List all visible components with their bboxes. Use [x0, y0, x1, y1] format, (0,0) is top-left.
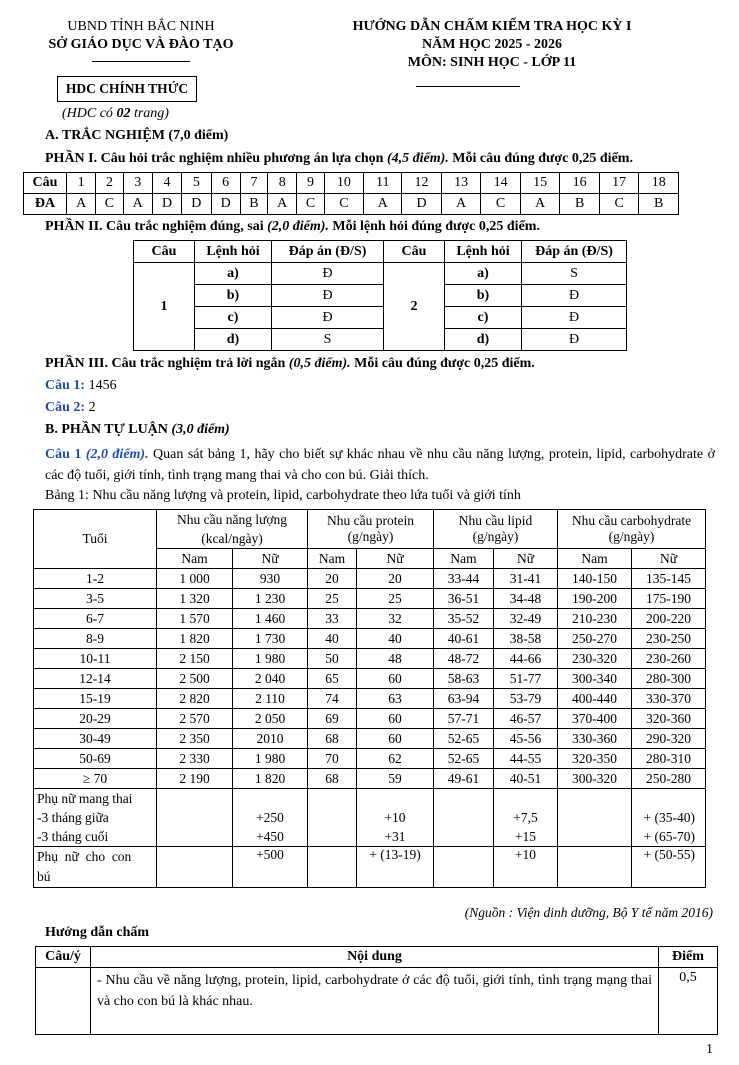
pages-note-pre: (HDC có	[62, 106, 117, 121]
mc-question-row	[24, 173, 679, 194]
value-cell: 45-56	[494, 729, 558, 749]
value-cell: 59	[357, 769, 434, 789]
nutrition-table	[33, 509, 706, 888]
value-cell: 62	[357, 749, 434, 769]
lipid-header-l2: (g/ngày)	[472, 529, 519, 544]
value-cell: 20	[357, 569, 434, 589]
official-box: HDC CHÍNH THỨC	[57, 76, 197, 102]
value-cell: 35-52	[434, 609, 494, 629]
value-cell: 1 230	[233, 589, 308, 609]
empty-cell	[434, 789, 494, 847]
male-header: Nam	[308, 549, 357, 569]
value-cell: 190-200	[558, 589, 632, 609]
age-cell: 8-9	[34, 629, 157, 649]
tf-h-dapan1: Đáp án (Đ/S)	[272, 241, 384, 263]
mc-q-cell: 10	[324, 173, 364, 194]
value-cell: 60	[357, 669, 434, 689]
mc-q-cell: 1	[67, 173, 96, 194]
empty-cell	[308, 789, 357, 847]
value-cell: 2010	[233, 729, 308, 749]
mc-q-cell: 11	[364, 173, 402, 194]
mc-q-cell: 9	[297, 173, 324, 194]
value-cell: 48-72	[434, 649, 494, 669]
grading-content: - Nhu cầu về năng lượng, protein, lipid, carbohydrate ở các độ tuổi, giới tính, tình trạng mạng thai và cho con bú là khác nhau.	[91, 968, 659, 1035]
nutrition-row	[34, 729, 706, 749]
grading-h-question: Câu/ý	[36, 947, 91, 968]
mc-a-cell: C	[96, 194, 123, 215]
tf-row	[134, 329, 627, 351]
tf-answer: S	[522, 263, 627, 285]
part3-heading	[45, 356, 535, 372]
tf-answer: Đ	[522, 307, 627, 329]
grading-points: 0,5	[659, 968, 718, 1035]
part1-italic: (4,5 điểm).	[386, 151, 449, 166]
value-cell: 49-61	[434, 769, 494, 789]
mc-q-cell: 7	[240, 173, 267, 194]
tf-item: b)	[445, 285, 522, 307]
mc-a-cell: C	[297, 194, 324, 215]
lactating-label-2: bú	[37, 869, 51, 884]
value-cell: 65	[308, 669, 357, 689]
empty-cell	[308, 847, 357, 888]
tf-answer: Đ	[272, 307, 384, 329]
value-cell: 300-320	[558, 769, 632, 789]
tf-answer-table	[133, 240, 627, 351]
essay-q1-text: Quan sát bảng 1, hãy cho biết sự khác nhau về nhu cầu năng lượng, protein, lipid, carbohydrate ở các độ tuổi, giới tính, tình trạng mang thai và cho con bú. Giải thích.	[45, 447, 715, 483]
value-cell: 2 110	[233, 689, 308, 709]
value-cell: 330-370	[632, 689, 706, 709]
part2-heading	[45, 219, 540, 235]
pregnant-lipid-late: +15	[514, 829, 537, 844]
header-left-underline	[92, 61, 190, 62]
value-cell: 1 820	[157, 629, 233, 649]
value-cell: 53-79	[494, 689, 558, 709]
province-name: UBND TỈNH BẮC NINH	[67, 19, 215, 34]
value-cell: 36-51	[434, 589, 494, 609]
age-cell: 30-49	[34, 729, 157, 749]
tf-h-cau2: Câu	[384, 241, 445, 263]
tf-h-lenh2: Lệnh hỏi	[445, 241, 522, 263]
mc-q-cell: 17	[599, 173, 639, 194]
pregnant-label-1: Phụ nữ mang thai	[37, 791, 133, 806]
section-b-bold: B. PHẦN TỰ LUẬN	[45, 422, 172, 437]
pregnant-label	[34, 789, 157, 847]
part2-tail: Mỗi lệnh hỏi đúng được 0,25 điểm.	[328, 219, 540, 234]
mc-q-cell: 4	[152, 173, 181, 194]
value-cell: 68	[308, 769, 357, 789]
lactating-label-1: Phụ nữ cho con	[37, 849, 132, 864]
pregnant-energy	[233, 789, 308, 847]
mc-a-cell: D	[182, 194, 211, 215]
pregnant-carb-late: + (65-70)	[643, 829, 695, 844]
header-right	[292, 19, 692, 71]
value-cell: 280-310	[632, 749, 706, 769]
value-cell: 31-41	[494, 569, 558, 589]
value-cell: 52-65	[434, 729, 494, 749]
pregnant-energy-mid: +250	[256, 810, 284, 825]
value-cell: 33-44	[434, 569, 494, 589]
female-header: Nữ	[494, 549, 558, 569]
value-cell: 50	[308, 649, 357, 669]
short-answer-value: 1456	[85, 378, 117, 393]
pregnant-lipid	[494, 789, 558, 847]
age-cell: 20-29	[34, 709, 157, 729]
carb-header-l1: Nhu cầu carbohydrate	[571, 513, 692, 528]
guide-title: Hướng dẫn chấm	[45, 925, 150, 940]
tf-h-dapan2: Đáp án (Đ/S)	[522, 241, 627, 263]
department-name: SỞ GIÁO DỤC VÀ ĐÀO TẠO	[48, 37, 234, 52]
nutrition-row	[34, 669, 706, 689]
nutrition-row	[34, 709, 706, 729]
section-b-title	[45, 422, 230, 438]
mc-answer-table	[23, 172, 679, 215]
male-header: Nam	[434, 549, 494, 569]
value-cell: 1 000	[157, 569, 233, 589]
pages-note-post: trang)	[130, 106, 169, 121]
value-cell: 230-320	[558, 649, 632, 669]
pregnant-protein	[357, 789, 434, 847]
mc-a-cell: D	[211, 194, 240, 215]
tf-answer: Đ	[272, 263, 384, 285]
part2-bold: PHẦN II. Câu trắc nghiệm đúng, sai	[45, 219, 268, 234]
value-cell: 60	[357, 729, 434, 749]
mc-a-cell: A	[67, 194, 96, 215]
tf-header-row	[134, 241, 627, 263]
value-cell: 2 050	[233, 709, 308, 729]
lactating-protein: + (13-19)	[357, 847, 434, 888]
age-cell: 15-19	[34, 689, 157, 709]
mc-a-cell: C	[324, 194, 364, 215]
value-cell: 52-65	[434, 749, 494, 769]
mc-a-cell: A	[268, 194, 297, 215]
pregnant-label-3: -3 tháng cuối	[37, 829, 109, 844]
mc-a-cell: D	[152, 194, 181, 215]
tf-row	[134, 263, 627, 285]
pregnant-protein-mid: +10	[384, 810, 406, 825]
mc-q-cell: 8	[268, 173, 297, 194]
table-caption: Bảng 1: Nhu cầu năng lượng và protein, lipid, carbohydrate theo lứa tuổi và giới tính	[45, 488, 521, 503]
carb-header	[558, 510, 706, 549]
header-left	[22, 19, 260, 53]
nutrition-body	[34, 569, 706, 789]
tf-row	[134, 285, 627, 307]
part1-heading	[45, 151, 633, 167]
nutrition-row	[34, 629, 706, 649]
grading-row	[36, 968, 718, 1035]
value-cell: 57-71	[434, 709, 494, 729]
protein-header	[308, 510, 434, 549]
part3-italic: (0,5 điểm).	[288, 356, 351, 371]
doc-title: HƯỚNG DẪN CHẤM KIỂM TRA HỌC KỲ I	[352, 19, 632, 34]
protein-header-l2: (g/ngày)	[347, 529, 394, 544]
short-answer-value: 2	[85, 400, 96, 415]
empty-cell	[434, 847, 494, 888]
tf-q1: 1	[134, 263, 195, 351]
lactating-lipid: +10	[494, 847, 558, 888]
pages-note	[62, 106, 169, 122]
value-cell: 2 350	[157, 729, 233, 749]
pregnant-carb	[632, 789, 706, 847]
header-right-underline	[416, 86, 520, 87]
value-cell: 230-250	[632, 629, 706, 649]
value-cell: 40	[308, 629, 357, 649]
grading-h-content: Nội dung	[91, 947, 659, 968]
part3-bold: PHẦN III. Câu trắc nghiệm trả lời ngắn	[45, 356, 289, 371]
essay-q1-points: (2,0 điểm).	[81, 447, 149, 462]
female-header: Nữ	[233, 549, 308, 569]
value-cell: 46-57	[494, 709, 558, 729]
value-cell: 280-300	[632, 669, 706, 689]
energy-header-l1: Nhu cầu năng lượng	[176, 512, 288, 527]
value-cell: 930	[233, 569, 308, 589]
value-cell: 38-58	[494, 629, 558, 649]
nutrition-row	[34, 589, 706, 609]
mc-a-cell: A	[364, 194, 402, 215]
protein-header-l1: Nhu cầu protein	[327, 513, 414, 528]
pregnant-energy-late: +450	[256, 829, 284, 844]
value-cell: 175-190	[632, 589, 706, 609]
value-cell: 320-360	[632, 709, 706, 729]
value-cell: 230-260	[632, 649, 706, 669]
pages-note-num: 02	[116, 106, 131, 121]
value-cell: 290-320	[632, 729, 706, 749]
short-answer-1	[45, 378, 117, 394]
pregnant-lipid-mid: +7,5	[513, 810, 538, 825]
value-cell: 1 820	[233, 769, 308, 789]
value-cell: 40-51	[494, 769, 558, 789]
lactating-carb: + (50-55)	[632, 847, 706, 888]
tf-item: c)	[445, 307, 522, 329]
empty-cell	[558, 789, 632, 847]
short-answer-2	[45, 400, 96, 416]
age-cell: 50-69	[34, 749, 157, 769]
value-cell: 20	[308, 569, 357, 589]
value-cell: 63	[357, 689, 434, 709]
tf-answer: S	[272, 329, 384, 351]
essay-question-1	[45, 444, 715, 486]
age-cell: 3-5	[34, 589, 157, 609]
value-cell: 135-145	[632, 569, 706, 589]
grading-question-cell	[36, 968, 91, 1035]
mc-q-cell: 15	[520, 173, 560, 194]
value-cell: 58-63	[434, 669, 494, 689]
nutrition-row	[34, 649, 706, 669]
short-answer-label: Câu 2:	[45, 400, 86, 415]
lactating-label	[34, 847, 157, 888]
value-cell: 68	[308, 729, 357, 749]
value-cell: 44-66	[494, 649, 558, 669]
value-cell: 300-340	[558, 669, 632, 689]
value-cell: 2 040	[233, 669, 308, 689]
value-cell: 320-350	[558, 749, 632, 769]
value-cell: 60	[357, 709, 434, 729]
essay-q1-label: Câu 1	[45, 447, 82, 462]
value-cell: 34-48	[494, 589, 558, 609]
tf-answer: Đ	[522, 285, 627, 307]
tf-item: b)	[195, 285, 272, 307]
value-cell: 25	[357, 589, 434, 609]
mc-q-cell: 3	[123, 173, 152, 194]
value-cell: 210-230	[558, 609, 632, 629]
value-cell: 74	[308, 689, 357, 709]
part1-bold: PHẦN I. Câu hỏi trắc nghiệm nhiều phương án lựa chọn	[45, 151, 387, 166]
age-header: Tuổi	[34, 510, 157, 569]
nutrition-header-row	[34, 510, 706, 549]
value-cell: 400-440	[558, 689, 632, 709]
age-cell: 6-7	[34, 609, 157, 629]
grading-h-points: Điểm	[659, 947, 718, 968]
female-header: Nữ	[632, 549, 706, 569]
grading-table	[35, 946, 718, 1035]
mc-a-cell: B	[240, 194, 267, 215]
mc-q-cell: 13	[441, 173, 481, 194]
value-cell: 69	[308, 709, 357, 729]
nutrition-row	[34, 769, 706, 789]
subject-line: MÔN: SINH HỌC - LỚP 11	[407, 55, 577, 70]
part2-italic: (2,0 điểm).	[267, 219, 329, 234]
value-cell: 32-49	[494, 609, 558, 629]
value-cell: 140-150	[558, 569, 632, 589]
school-year: NĂM HỌC 2025 - 2026	[422, 37, 562, 52]
mc-a-cell: A	[520, 194, 560, 215]
mc-a-cell: C	[481, 194, 521, 215]
value-cell: 44-55	[494, 749, 558, 769]
value-cell: 2 330	[157, 749, 233, 769]
empty-cell	[157, 789, 233, 847]
value-cell: 2 820	[157, 689, 233, 709]
mc-a-cell: A	[123, 194, 152, 215]
mc-a-label: ĐA	[24, 194, 67, 215]
age-cell: 10-11	[34, 649, 157, 669]
table-source: (Nguồn : Viện dinh dưỡng, Bộ Y tế năm 2016)	[464, 905, 713, 920]
value-cell: 70	[308, 749, 357, 769]
value-cell: 40-61	[434, 629, 494, 649]
age-cell: 1-2	[34, 569, 157, 589]
carb-header-l2: (g/ngày)	[608, 529, 655, 544]
section-a-title: A. TRẮC NGHIỆM (7,0 điểm)	[45, 128, 229, 143]
value-cell: 1 980	[233, 749, 308, 769]
age-cell: ≥ 70	[34, 769, 157, 789]
part1-tail: Mỗi câu đúng được 0,25 điểm.	[448, 151, 633, 166]
mc-a-cell: B	[560, 194, 600, 215]
tf-item: a)	[195, 263, 272, 285]
tf-item: c)	[195, 307, 272, 329]
nutrition-row	[34, 609, 706, 629]
tf-answer: Đ	[522, 329, 627, 351]
pregnant-protein-late: +31	[384, 829, 406, 844]
page-number: 1	[706, 1042, 713, 1057]
value-cell: 40	[357, 629, 434, 649]
value-cell: 2 570	[157, 709, 233, 729]
tf-item: d)	[445, 329, 522, 351]
mc-q-cell: 16	[560, 173, 600, 194]
mc-a-cell: D	[402, 194, 442, 215]
empty-cell	[157, 847, 233, 888]
value-cell: 63-94	[434, 689, 494, 709]
nutrition-row	[34, 749, 706, 769]
tf-row	[134, 307, 627, 329]
pregnant-carb-mid: + (35-40)	[643, 810, 695, 825]
value-cell: 1 980	[233, 649, 308, 669]
tf-h-lenh1: Lệnh hỏi	[195, 241, 272, 263]
tf-item: d)	[195, 329, 272, 351]
value-cell: 330-360	[558, 729, 632, 749]
age-cell: 12-14	[34, 669, 157, 689]
lipid-header-l1: Nhu cầu lipid	[458, 513, 533, 528]
lipid-header	[434, 510, 558, 549]
tf-h-cau1: Câu	[134, 241, 195, 263]
energy-header	[157, 510, 308, 549]
mc-q-cell: 12	[402, 173, 442, 194]
mc-a-cell: C	[599, 194, 639, 215]
nutrition-row	[34, 689, 706, 709]
value-cell: 25	[308, 589, 357, 609]
lactating-energy: +500	[233, 847, 308, 888]
male-header: Nam	[157, 549, 233, 569]
value-cell: 1 320	[157, 589, 233, 609]
value-cell: 33	[308, 609, 357, 629]
tf-item: a)	[445, 263, 522, 285]
value-cell: 200-220	[632, 609, 706, 629]
section-b-italic: (3,0 điểm)	[171, 422, 230, 437]
value-cell: 250-270	[558, 629, 632, 649]
empty-cell	[558, 847, 632, 888]
value-cell: 370-400	[558, 709, 632, 729]
pregnant-row	[34, 789, 706, 847]
value-cell: 250-280	[632, 769, 706, 789]
mc-q-cell: 6	[211, 173, 240, 194]
male-header: Nam	[558, 549, 632, 569]
value-cell: 48	[357, 649, 434, 669]
nutrition-row	[34, 569, 706, 589]
mc-q-cell: 14	[481, 173, 521, 194]
lactating-row	[34, 847, 706, 888]
value-cell: 2 150	[157, 649, 233, 669]
value-cell: 1 460	[233, 609, 308, 629]
value-cell: 51-77	[494, 669, 558, 689]
mc-q-label: Câu	[24, 173, 67, 194]
mc-q-cell: 5	[182, 173, 211, 194]
value-cell: 2 500	[157, 669, 233, 689]
value-cell: 1 570	[157, 609, 233, 629]
part3-tail: Mỗi câu đúng được 0,25 điểm.	[350, 356, 535, 371]
value-cell: 2 190	[157, 769, 233, 789]
mc-q-cell: 18	[639, 173, 679, 194]
energy-header-l2: (kcal/ngày)	[201, 531, 263, 546]
female-header: Nữ	[357, 549, 434, 569]
value-cell: 32	[357, 609, 434, 629]
mc-answer-row	[24, 194, 679, 215]
value-cell: 1 730	[233, 629, 308, 649]
mc-a-cell: A	[441, 194, 481, 215]
tf-answer: Đ	[272, 285, 384, 307]
short-answer-label: Câu 1:	[45, 378, 86, 393]
mc-q-cell: 2	[96, 173, 123, 194]
tf-q2: 2	[384, 263, 445, 351]
grading-header-row	[36, 947, 718, 968]
pregnant-label-2: -3 tháng giữa	[37, 810, 109, 825]
mc-a-cell: B	[639, 194, 679, 215]
